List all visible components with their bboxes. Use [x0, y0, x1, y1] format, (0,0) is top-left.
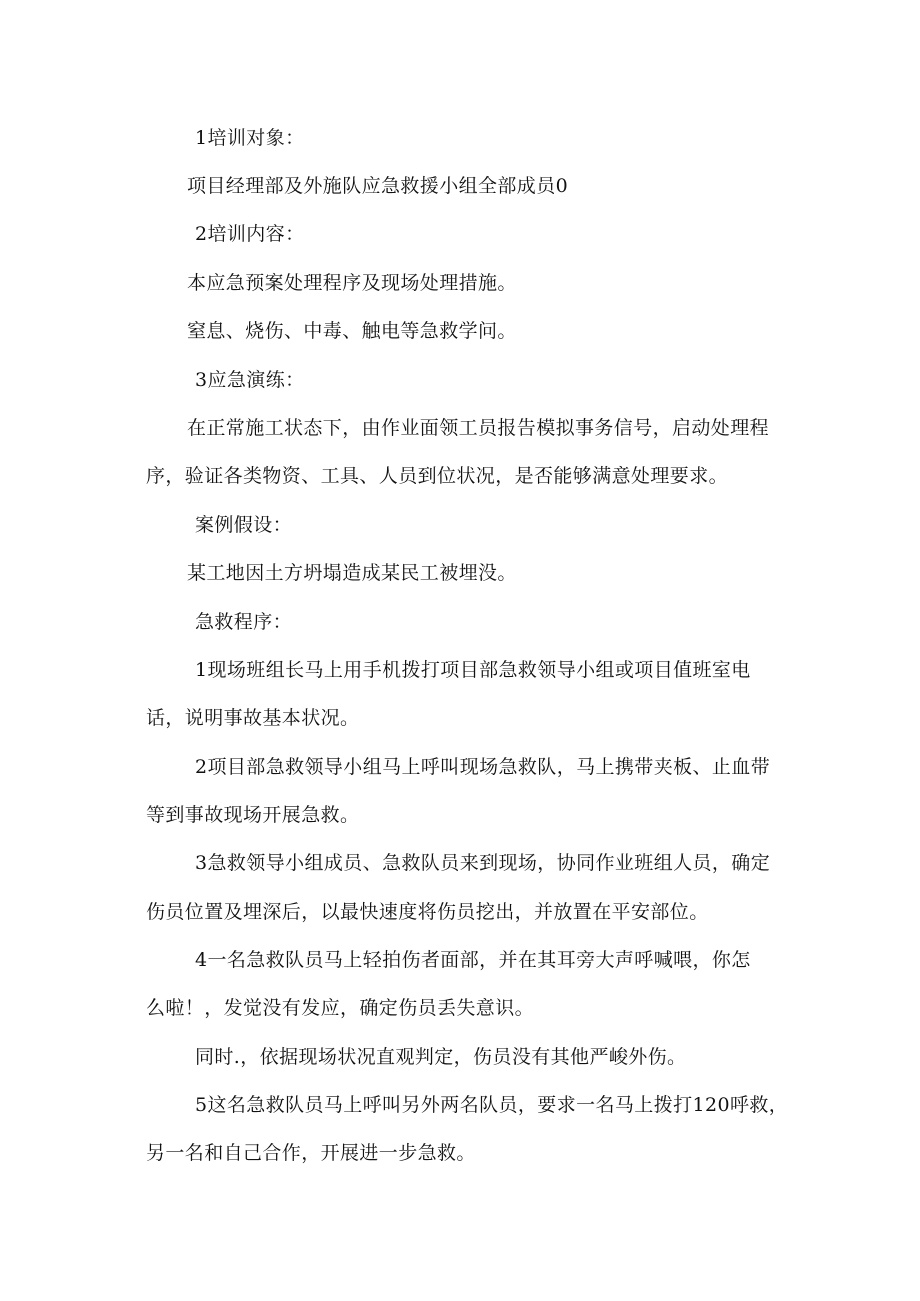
- procedure-step-2-line-2: 等到事故现场开展急救。: [146, 804, 360, 826]
- procedure-step-3-line-1: 3急救领导小组成员、急救队员来到现场，协同作业班组人员，确定: [195, 852, 771, 874]
- case-assumption-text: 某工地因土方坍塌造成某民工被埋没。: [187, 562, 517, 584]
- drill-paragraph-line-1: 在正常施工状态下，由作业面领工员报告模拟事务信号，启动处理程: [187, 417, 770, 439]
- procedure-note-text: 同时.，依据现场状况直观判定，伤员没有其他严峻外伤。: [195, 1046, 687, 1068]
- training-target-heading: 1培训对象：: [195, 127, 305, 149]
- case-assumption-heading: 案例假设：: [195, 514, 293, 536]
- drill-paragraph-line-2: 序，验证各类物资、工具、人员到位状况，是否能够满意处理要求。: [146, 465, 729, 487]
- procedure-step-4-line-2: 么啦！，发觉没有发应，确定伤员丢失意识。: [146, 997, 535, 1019]
- training-content-text-2: 窒息、烧伤、中毒、触电等急救学问。: [187, 320, 517, 342]
- procedure-step-5-line-1: 5这名急救队员马上呼叫另外两名队员，要求一名马上拨打120呼救，: [195, 1094, 789, 1116]
- procedure-step-1-line-1: 1现场班组长马上用手机拨打项目部急救领导小组或项目值班室电: [195, 659, 751, 681]
- rescue-procedure-heading: 急救程序：: [195, 611, 293, 633]
- emergency-drill-heading: 3应急演练：: [195, 369, 305, 391]
- procedure-step-4-line-1: 4一名急救队员马上轻拍伤者面部，并在其耳旁大声呼喊喂，你怎: [195, 949, 751, 971]
- training-content-text-1: 本应急预案处理程序及现场处理措施。: [187, 272, 517, 294]
- training-content-heading: 2培训内容：: [195, 223, 305, 245]
- procedure-step-1-line-2: 话，说明事故基本状况。: [146, 707, 360, 729]
- procedure-step-3-line-2: 伤员位置及埋深后，以最快速度将伤员挖出，并放置在平安部位。: [146, 901, 709, 923]
- training-target-text: 项目经理部及外施队应急救援小组全部成员0: [187, 175, 569, 197]
- procedure-step-5-line-2: 另一名和自己合作，开展进一步急救。: [146, 1142, 476, 1164]
- procedure-step-2-line-1: 2项目部急救领导小组马上呼叫现场急救队，马上携带夹板、止血带: [195, 756, 771, 778]
